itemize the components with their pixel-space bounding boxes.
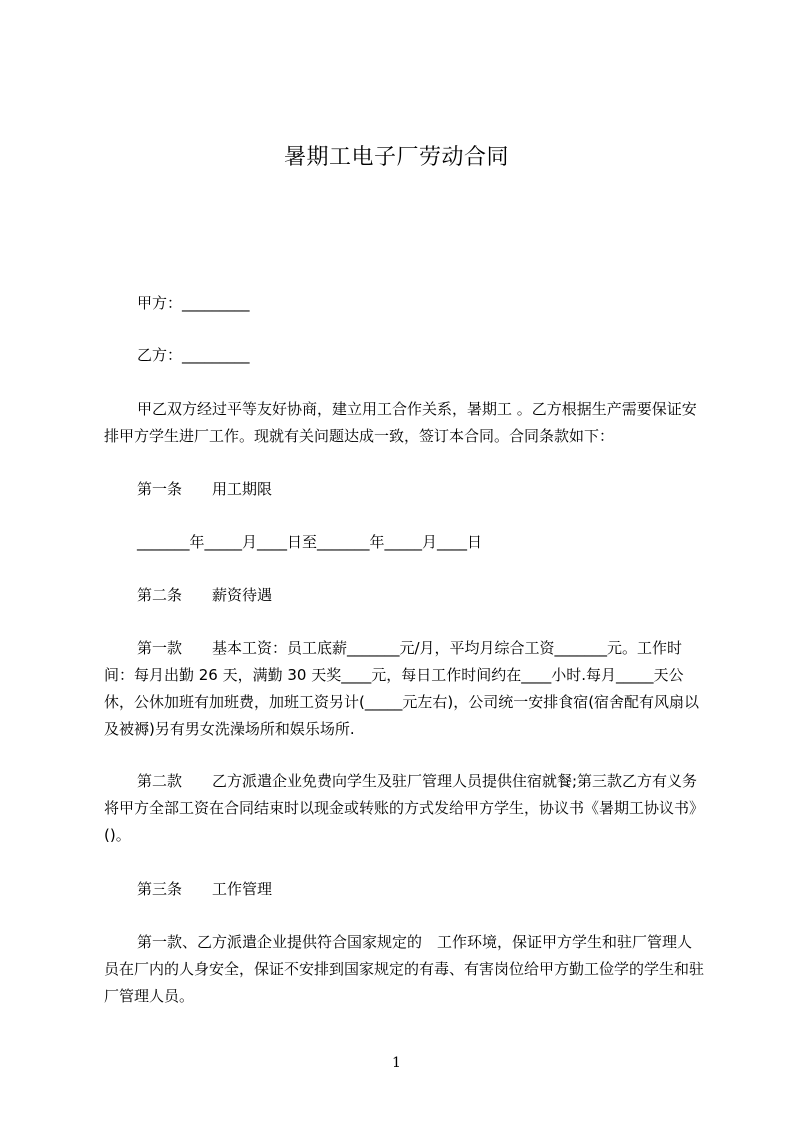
article-2-clause-2: 第二款 乙方派遣企业免费向学生及驻厂管理人员提供住宿就餐;第三款乙方有义务将甲方全部工资在合同结束时以现金或转账的方式发给甲方学生，协议书《暑期工协议书》()。 [104, 772, 705, 844]
party-b-line: 乙方：_________ [137, 346, 250, 364]
article-2-heading: 第二条 薪资待遇 [137, 586, 273, 604]
article-2-clause-1: 第一款 基本工资：员工底薪_______元/月，平均月综合工资_______元。工作时间：每月出勤 26 天，满勤 30 天奖____元，每日工作时间约在____小时.每月_____天公休，公休加班有加班费，加班工资另计(_____元左右)，公司统一安排食宿(宿舍配有风扇以及被褥)另有男女洗澡场所和娱乐场所. [104, 639, 700, 738]
intro-paragraph: 甲乙双方经过平等友好协商，建立用工合作关系，暑期工 。乙方根据生产需要保证安排甲方学生进厂工作。现就有关问题达成一致，签订本合同。合同条款如下： [104, 400, 697, 445]
page-title: 暑期工电子厂劳动合同 [283, 145, 509, 170]
article-1-dates: _______年_____月____日至_______年_____月____日 [137, 533, 483, 551]
article-1-heading: 第一条 用工期限 [137, 480, 273, 498]
article-3-clause-1: 第一款、乙方派遣企业提供符合国家规定的 工作环境，保证甲方学生和驻厂管理人员在厂内的人身安全，保证不安排到国家规定的有毒、有害岗位给甲方勤工俭学的学生和驻厂管理人员。 [104, 933, 705, 1005]
page-number: 1 [392, 1055, 401, 1071]
article-3-heading: 第三条 工作管理 [137, 880, 273, 898]
party-a-line: 甲方：_________ [137, 294, 250, 312]
